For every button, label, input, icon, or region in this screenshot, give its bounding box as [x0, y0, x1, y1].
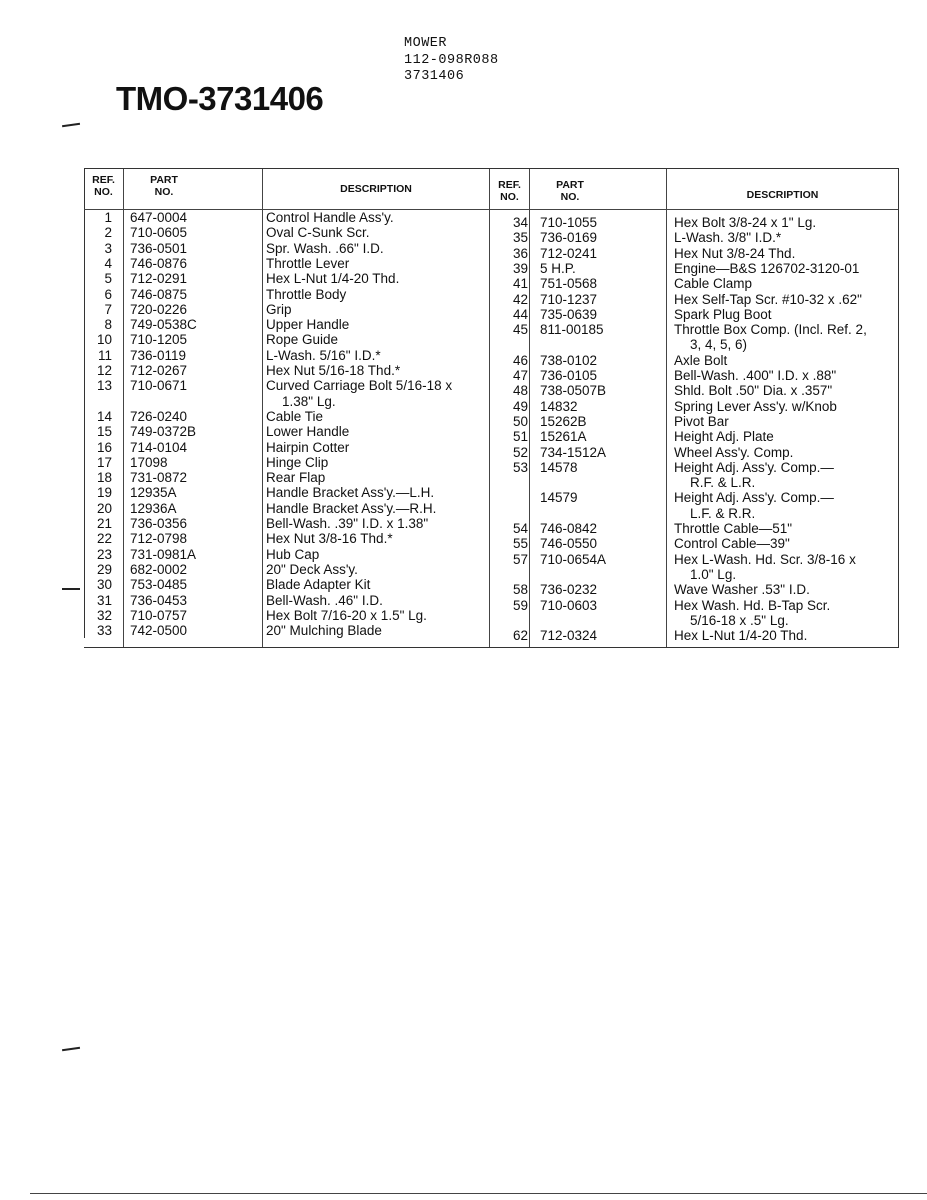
table-row: [490, 551, 898, 582]
part-description: Control Handle Ass'y.: [266, 210, 394, 225]
part-number: 710-1205: [130, 332, 188, 348]
part-number: 12935A: [130, 485, 177, 501]
part-number: 742-0500: [130, 623, 188, 639]
part-number: 710-0603: [540, 597, 598, 613]
part-number: 14578: [540, 459, 578, 475]
table-row: [490, 429, 898, 445]
part-number: 749-0372B: [130, 424, 197, 440]
part-description: Height Adj. Plate: [674, 429, 774, 445]
part-number: 746-0876: [130, 255, 188, 271]
ref-number: 34: [512, 215, 528, 230]
part-number: 14579: [540, 490, 578, 506]
part-description: Cable Tie: [266, 408, 324, 424]
part-description: Hex Nut 5/16-18 Thd.*: [266, 363, 401, 378]
ref-number: 3: [104, 240, 112, 256]
ref-number: 57: [512, 551, 528, 567]
part-description: Hinge Clip: [266, 454, 329, 470]
table-row: [490, 490, 898, 521]
header-part: PART NO.: [150, 174, 178, 198]
table-row: [490, 445, 898, 461]
part-description: Axle Bolt: [674, 352, 728, 368]
table-row: [84, 577, 489, 593]
part-number: 682-0002: [130, 561, 188, 577]
ref-number: 51: [512, 429, 528, 445]
ref-number: 30: [96, 577, 112, 593]
part-description: Engine—B&S 126702-3120-01: [674, 260, 860, 276]
part-description: Cable Clamp: [674, 276, 753, 292]
ref-number: 5: [104, 271, 112, 287]
table-row: [84, 562, 489, 578]
header-part-right: PART NO.: [556, 179, 584, 203]
part-number: 738-0507B: [540, 383, 607, 399]
part-description: Hairpin Cotter: [266, 439, 350, 455]
table-row: [84, 210, 489, 226]
ref-number: 11: [97, 347, 112, 363]
table-row: [84, 531, 489, 547]
table-row: [84, 409, 489, 425]
ref-number: 46: [512, 352, 528, 368]
header-ref-right: REF. NO.: [498, 179, 521, 203]
part-description: Pivot Bar: [674, 413, 729, 429]
part-number: 731-0981A: [130, 546, 197, 562]
scan-mark-bottom: [62, 1047, 80, 1051]
ref-number: 8: [104, 317, 112, 333]
part-description: Oval C-Sunk Scr.: [266, 225, 370, 241]
table-row: [84, 501, 489, 517]
scan-mark-middle: [62, 588, 80, 590]
part-number: 735-0639: [540, 306, 598, 322]
part-number: 710-1237: [540, 291, 598, 307]
part-number: 738-0102: [540, 352, 598, 368]
part-description: 20" Deck Ass'y.: [266, 561, 358, 577]
part-number: 753-0485: [130, 577, 188, 593]
part-number: 712-0798: [130, 531, 188, 547]
ref-number: 55: [512, 536, 528, 552]
part-number: 726-0240: [130, 408, 188, 424]
part-description: Hex Self-Tap Scr. #10-32 x .62": [674, 291, 862, 307]
table-row: [84, 348, 489, 364]
part-description: Spr. Wash. .66" I.D.: [266, 240, 384, 256]
part-description: Throttle Cable—51": [674, 521, 793, 536]
part-number: 731-0872: [130, 470, 188, 486]
part-description: Bell-Wash. .46" I.D.: [266, 592, 383, 608]
table-row: [490, 307, 898, 323]
part-description: L-Wash. 5/16" I.D.*: [266, 347, 381, 363]
ref-number: 19: [96, 485, 112, 501]
ref-number: 44: [512, 306, 528, 322]
part-description: Rope Guide: [266, 332, 339, 348]
parts-table: [84, 168, 899, 648]
part-description: Bell-Wash. .39" I.D. x 1.38": [266, 516, 429, 531]
ref-number: 36: [512, 245, 528, 261]
table-row: [84, 623, 489, 639]
table-row: [490, 215, 898, 231]
ref-number: 20: [96, 500, 112, 516]
ref-number: 6: [104, 286, 112, 302]
ref-number: 31: [96, 592, 112, 608]
table-row: [490, 536, 898, 552]
part-number: 746-0875: [130, 286, 188, 302]
table-row: [490, 414, 898, 430]
part-description: Curved Carriage Bolt 5/16-18 x: [266, 378, 453, 394]
table-row: [84, 485, 489, 501]
table-row: [84, 440, 489, 456]
part-number: 710-1055: [540, 215, 598, 230]
table-row: [84, 516, 489, 532]
header-ref: REF. NO.: [92, 174, 115, 198]
ref-number: 18: [96, 470, 112, 486]
part-number: 712-0324: [540, 628, 598, 644]
table-row: [490, 521, 898, 537]
part-number: 720-0226: [130, 301, 188, 317]
part-number: 736-0501: [130, 240, 188, 256]
part-description-continued: L.F. & R.R.: [690, 505, 756, 521]
ref-number: 42: [512, 291, 528, 307]
table-row: [84, 424, 489, 440]
ref-number: 54: [512, 521, 528, 536]
part-description-continued: 5/16-18 x .5" Lg.: [690, 612, 789, 628]
ref-number: 47: [512, 368, 528, 383]
ref-number: 32: [96, 607, 112, 623]
part-description-continued: 1.0" Lg.: [690, 566, 737, 582]
part-description: Handle Bracket Ass'y.—R.H.: [266, 500, 437, 516]
table-row: [84, 455, 489, 471]
ref-number: 17: [96, 454, 112, 470]
table-row: [490, 230, 898, 246]
part-description: Hex Wash. Hd. B-Tap Scr.: [674, 597, 831, 613]
header-description: DESCRIPTION: [340, 183, 412, 195]
table-row: [490, 628, 898, 644]
part-description: Hex Bolt 3/8-24 x 1" Lg.: [674, 215, 817, 230]
ref-number: 12: [96, 363, 112, 378]
model-title: TMO-3731406: [116, 80, 324, 117]
part-number: 736-0119: [130, 347, 187, 363]
part-number: 710-0654A: [540, 551, 607, 567]
table-row: [84, 302, 489, 318]
part-description: Lower Handle: [266, 424, 350, 440]
part-number: 811-00185: [540, 322, 604, 338]
part-description: Upper Handle: [266, 317, 350, 333]
table-row: [84, 271, 489, 287]
table-row: [84, 241, 489, 257]
ref-number: 59: [512, 597, 528, 613]
part-description: Control Cable—39": [674, 536, 790, 552]
table-row: [84, 547, 489, 563]
typed-line-model: 112-098R088: [404, 52, 499, 68]
part-description: Grip: [266, 301, 292, 317]
ref-number: 50: [512, 413, 528, 429]
part-number: 746-0842: [540, 521, 598, 536]
table-row: [84, 317, 489, 333]
ref-number: 39: [512, 260, 528, 276]
part-description: Hex L-Nut 1/4-20 Thd.: [674, 628, 808, 644]
ref-number: 14: [96, 408, 112, 424]
ref-number: 22: [96, 531, 112, 547]
typed-line-product: MOWER: [404, 36, 448, 51]
part-number: 5 H.P.: [540, 260, 576, 276]
table-row: [490, 399, 898, 415]
part-number: 736-0105: [540, 368, 598, 383]
ref-number: 7: [104, 301, 112, 317]
part-number: 746-0550: [540, 536, 598, 552]
table-row: [490, 383, 898, 399]
part-number: 749-0538C: [130, 317, 197, 333]
ref-number: 45: [512, 322, 528, 338]
part-description: Throttle Box Comp. (Incl. Ref. 2,: [674, 322, 867, 338]
ref-number: 13: [96, 378, 112, 394]
ref-number: 21: [96, 516, 112, 531]
part-number: 736-0356: [130, 516, 188, 531]
table-row: [490, 292, 898, 308]
part-description-continued: 3, 4, 5, 6): [690, 337, 748, 353]
ref-number: 53: [512, 459, 528, 475]
part-number: 14832: [540, 398, 578, 414]
part-number: 710-0605: [130, 225, 188, 241]
part-description: Hex L-Nut 1/4-20 Thd.: [266, 271, 400, 287]
part-description: L-Wash. 3/8" I.D.*: [674, 230, 782, 246]
table-row: [490, 459, 898, 491]
part-description: Blade Adapter Kit: [266, 577, 371, 593]
table-row: [490, 322, 898, 353]
part-description: Hex Bolt 7/16-20 x 1.5" Lg.: [266, 607, 427, 623]
part-number: 734-1512A: [540, 444, 607, 460]
table-row: [84, 225, 489, 241]
ref-number: 58: [512, 582, 528, 598]
part-number: 736-0453: [130, 592, 188, 608]
table-row: [490, 246, 898, 262]
ref-number: 1: [104, 210, 112, 225]
part-description: Throttle Lever: [266, 255, 350, 271]
ref-number: 29: [96, 561, 112, 577]
part-description-continued: R.F. & L.R.: [690, 475, 756, 491]
part-number: 751-0568: [540, 276, 598, 292]
part-description: Spring Lever Ass'y. w/Knob: [674, 398, 837, 414]
part-number: 714-0104: [130, 439, 188, 455]
part-description: Height Adj. Ass'y. Comp.—: [674, 490, 834, 506]
ref-number: 10: [96, 332, 112, 348]
ref-number: 48: [512, 383, 528, 399]
part-description: 20" Mulching Blade: [266, 623, 382, 639]
part-description: Hex Nut 3/8-16 Thd.*: [266, 531, 393, 547]
part-number: 736-0232: [540, 582, 598, 598]
part-number: 736-0169: [540, 230, 598, 246]
part-number: 15261A: [540, 429, 587, 445]
table-row: [84, 363, 489, 379]
part-number: 710-0671: [130, 378, 188, 394]
part-description: Throttle Body: [266, 286, 347, 302]
ref-number: 16: [96, 439, 112, 455]
part-description: Wheel Ass'y. Comp.: [674, 444, 794, 460]
header-description-right: DESCRIPTION: [746, 189, 819, 201]
ref-number: 41: [512, 276, 528, 292]
scan-mark-top: [62, 123, 80, 127]
table-row: [84, 593, 489, 609]
part-number: 647-0004: [130, 210, 188, 225]
typed-header: [404, 36, 499, 86]
page-bottom-rule: [30, 1193, 927, 1194]
part-number: 712-0241: [540, 245, 598, 261]
ref-number: 33: [96, 623, 112, 639]
part-number: 712-0267: [130, 363, 188, 378]
part-description: Handle Bracket Ass'y.—L.H.: [266, 485, 435, 501]
ref-number: 15: [96, 424, 112, 440]
ref-number: 52: [512, 444, 528, 460]
table-row: [84, 287, 489, 303]
part-description: Rear Flap: [266, 470, 326, 486]
table-row: [84, 332, 489, 348]
part-description: Height Adj. Ass'y. Comp.—: [674, 459, 834, 475]
table-row: [84, 470, 489, 486]
ref-number: 2: [104, 225, 112, 241]
part-description: Wave Washer .53" I.D.: [674, 582, 810, 598]
table-row: [490, 261, 898, 277]
part-description: Spark Plug Boot: [674, 306, 772, 322]
part-description: Shld. Bolt .50" Dia. x .357": [674, 383, 833, 399]
ref-number: 49: [512, 398, 528, 414]
table-row: [84, 608, 489, 624]
table-row: [490, 353, 898, 369]
part-number: 710-0757: [130, 607, 188, 623]
ref-number: 35: [512, 230, 528, 246]
part-number: 12936A: [130, 500, 177, 516]
typed-line-number: 3731406: [404, 69, 465, 84]
part-number: 15262B: [540, 413, 587, 429]
ref-number: 23: [96, 546, 112, 562]
table-row: [490, 368, 898, 384]
table-row: [490, 597, 898, 628]
part-number: 17098: [130, 454, 168, 470]
part-description-continued: 1.38" Lg.: [282, 393, 336, 409]
part-description: Bell-Wash. .400" I.D. x .88": [674, 368, 837, 383]
ref-number: 4: [104, 255, 112, 271]
table-row: [84, 256, 489, 272]
table-row: [490, 276, 898, 292]
part-description: Hex Nut 3/8-24 Thd.: [674, 245, 796, 261]
part-description: Hub Cap: [266, 546, 320, 562]
part-description: Hex L-Wash. Hd. Scr. 3/8-16 x: [674, 551, 856, 567]
table-row: [490, 582, 898, 598]
part-number: 712-0291: [130, 271, 188, 287]
ref-number: 62: [512, 628, 528, 644]
table-row: [84, 378, 489, 409]
